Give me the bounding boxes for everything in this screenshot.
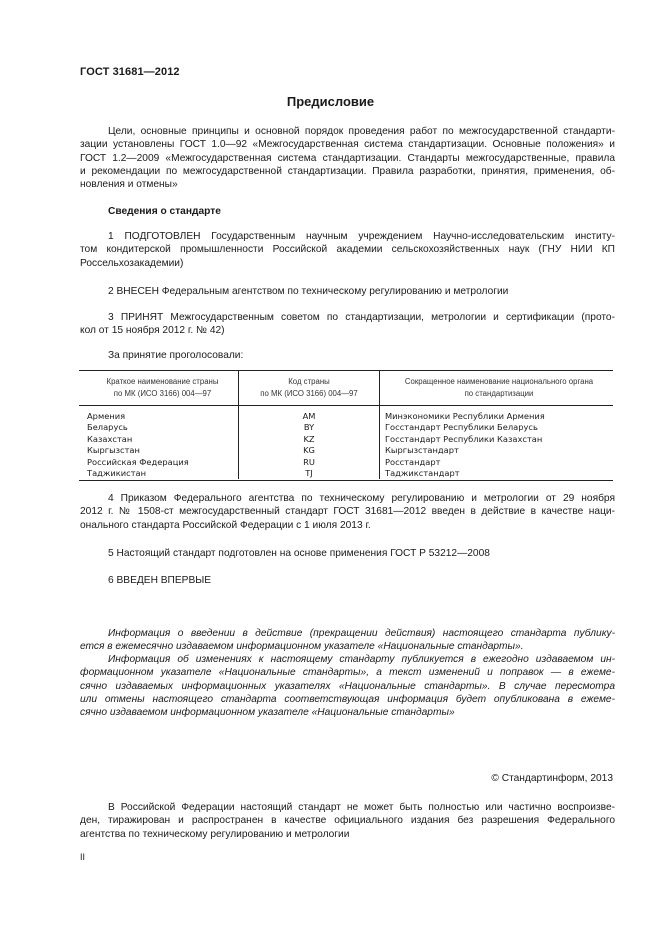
header-text: по МК (ИСО 3166) 004—97 (260, 388, 358, 398)
rights-line: агентства по техническому регулированию и метрологии (80, 828, 350, 840)
table-header-code (239, 370, 380, 406)
national-body: Госстандарт Республики Беларусь (385, 422, 538, 433)
item-4-line: 2012 г. № 1508-ст межгосударственный стандарт ГОСТ 31681—2012 введен в действие в качестве наци- (80, 506, 615, 518)
intro-line: новления и отмены» (80, 179, 178, 191)
country-cell (79, 406, 239, 480)
intro-line: зации установлены ГОСТ 1.0—92 «Межгосударственная система стандартизации. Основные положения» и (80, 139, 615, 151)
copyright-notice: © Стандартинформ, 2013 (491, 773, 613, 784)
item-3-line: 3 ПРИНЯТ Межгосударственным советом по стандартизации, метрологии и сертификации (прото- (108, 312, 615, 323)
country-code: AM (302, 411, 316, 421)
item-1-paragraph (80, 230, 615, 270)
intro-line: Цели, основные принципы и основной порядок проведения работ по межгосударственной стандарти- (108, 126, 615, 137)
item-1-line: Россельхозакадемии) (80, 257, 184, 269)
item-3-line: кол от 15 ноября 2012 г. № 42) (80, 325, 225, 337)
country-code: KG (303, 445, 315, 456)
item-2-paragraph: 2 ВНЕСЕН Федеральным агентством по техническому регулированию и метрологии (108, 286, 509, 297)
voting-table (79, 370, 613, 479)
country-name: Беларусь (87, 422, 128, 433)
rights-line: ден, тиражирован и распространен в качестве официального издания без разрешения Федерального (80, 815, 615, 827)
header-text: Сокращенное наименование национального органа (404, 377, 594, 386)
national-body: Минэкономики Республики Армения (385, 411, 545, 421)
item-1-line: том кондитерской промышленности Российской академии сельскохозяйственных наук (ГНУ НИИ КП (80, 244, 615, 256)
item-3-paragraph (80, 311, 615, 338)
item-4-line: 4 Приказом Федерального агентства по техническому регулированию и метрологии от 29 ноября (108, 493, 615, 504)
item-4-line: онального стандарта Российской Федерации с 1 июля 2013 г. (80, 519, 371, 531)
header-text: по стандартизации (464, 388, 534, 398)
national-body: Таджикстандарт (385, 468, 460, 479)
rights-paragraph (80, 801, 615, 841)
table-header-country (79, 370, 239, 406)
page-title: Предисловие (286, 94, 375, 109)
rights-line: В Российской Федерации настоящий стандарт не может быть полностью или частично воспроизве- (108, 802, 615, 813)
table-header-body (380, 370, 614, 406)
country-name: Казахстан (87, 433, 133, 444)
country-code: RU (303, 456, 315, 467)
table-header-row (79, 370, 613, 406)
country-code: KZ (303, 433, 315, 444)
intro-paragraph (80, 125, 615, 191)
item-5-paragraph: 5 Настоящий стандарт подготовлен на основе применения ГОСТ Р 53212—2008 (108, 548, 490, 559)
info-line: или отмены настоящего стандарта соответствующая информация будет опубликована в ежеме- (80, 693, 615, 705)
standard-code-header: ГОСТ 31681—2012 (80, 66, 180, 78)
item-1-line: 1 ПОДГОТОВЛЕН Государственным научным учреждением Научно-исследовательским институ- (108, 231, 615, 242)
intro-line: ГОСТ 1.2—2009 «Межгосударственная система стандартизации. Стандарты межгосударственные, правила (80, 152, 615, 164)
info-line: Информация о введении в действие (прекращении действия) настоящего стандарта публику- (108, 628, 615, 639)
country-name: Таджикистан (87, 468, 147, 479)
item-4-paragraph (80, 492, 615, 532)
info-line: Информация об изменениях к настоящему стандарту публикуется в ежегодно издаваемом ин- (108, 654, 615, 665)
intro-line: и рекомендации по межгосударственной стандартизации. Правила разработки, принятия, применения, об- (80, 165, 615, 177)
page-number: II (80, 852, 86, 862)
national-body: Госстандарт Республики Казахстан (385, 433, 543, 444)
info-paragraph-2 (80, 653, 615, 719)
info-line: ется в ежемесячно издаваемом информационном указателе «Национальные стандарты». (80, 641, 524, 653)
table-row (79, 406, 613, 480)
section-heading: Сведения о стандарте (108, 206, 221, 217)
info-line: сячно издаваемых информационных указателях «Национальные стандарты». В случае пересмотра (80, 680, 615, 692)
header-text: Краткое наименование страны (106, 377, 219, 386)
info-paragraph-1 (80, 627, 615, 654)
voted-label: За принятие проголосовали: (108, 350, 244, 361)
country-code: BY (303, 422, 315, 433)
header-text: по МК (ИСО 3166) 004—97 (113, 388, 212, 398)
national-body: Росстандарт (385, 456, 441, 467)
country-name: Армения (87, 411, 126, 421)
header-text: Код страны (288, 377, 330, 386)
country-code: TJ (305, 468, 313, 479)
body-cell (380, 406, 614, 480)
info-line: сячно издаваемом информационном указателе «Национальные стандарты» (80, 707, 455, 719)
info-line: формационном указателе «Национальные стандарты», а текст изменений и поправок — в ежеме- (80, 667, 615, 679)
country-name: Кыргызстан (87, 445, 140, 456)
national-body: Кыргызстандарт (385, 445, 459, 456)
item-6-paragraph: 6 ВВЕДЕН ВПЕРВЫЕ (108, 575, 212, 586)
country-name: Российская Федерация (87, 456, 189, 467)
code-cell (239, 406, 380, 480)
